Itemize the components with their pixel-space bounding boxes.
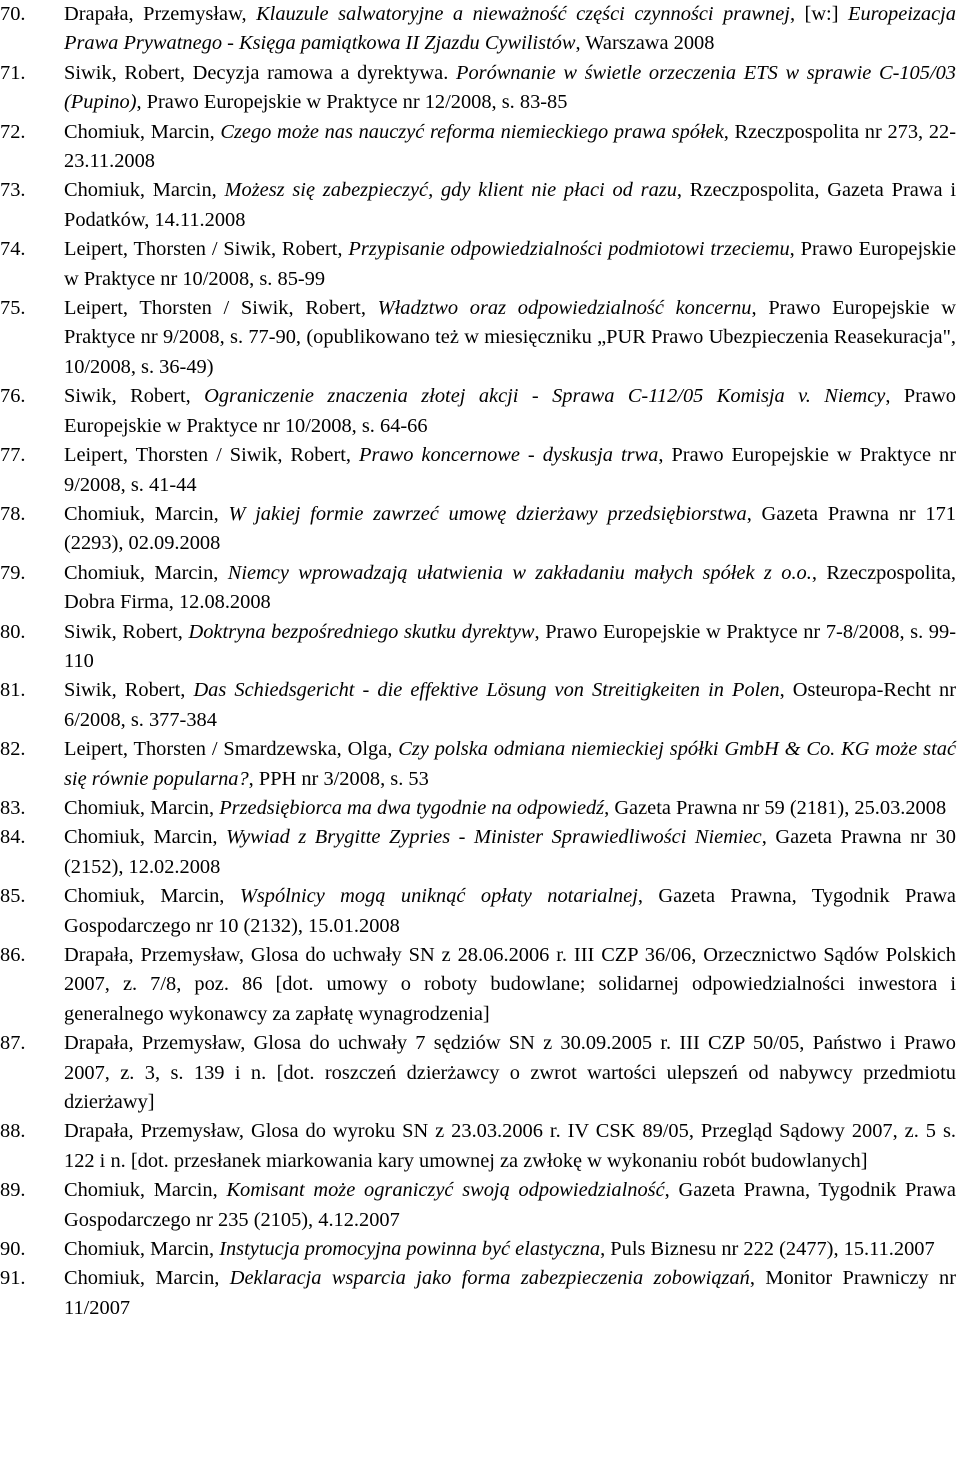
entry-text [64,1029,956,1117]
bibliography-entry [0,294,960,382]
entry-text-part: , Rzeczpospolita nr 273, 22-23.11.2008 [64,120,956,173]
entry-text-part: , Warszawa 2008 [575,32,715,55]
entry-text [64,1176,956,1235]
entry-number: 85. [0,885,26,908]
entry-title-italic: Władztwo oraz odpowiedzialność koncernu [377,297,752,320]
entry-title-italic: Instytucja promocyjna powinna być elastyczna [219,1238,601,1261]
entry-text [64,618,956,677]
entry-text-part: , Osteuropa-Recht nr 6/2008, s. 377-384 [64,679,956,731]
entry-text-part: , Prawo Europejskie w Praktyce nr 10/2008, s. 85-99 [64,238,956,290]
entry-text-part: Chomiuk, Marcin, [64,1238,220,1261]
entry-text-part: Drapała, Przemysław, Glosa do uchwały 7 sędziów SN z 30.09.2005 r. III CZP 50/05, Państwo i Prawo 2007, z. 3, s. 139 i n. [dot. roszczeń dzierżawcy o zwrot wartości ulepszeń od nabywcy przedmiotu dzierżawy] [64,1032,956,1114]
bibliography-entry [0,1235,960,1264]
bibliography-entry [0,735,960,794]
entry-text-part: Chomiuk, Marcin, [64,826,227,849]
entry-number: 71. [0,61,26,84]
entry-text-part: , PPH nr 3/2008, s. 53 [248,767,429,790]
entry-text-part: , Gazeta Prawna nr 59 (2181), 25.03.2008 [604,796,947,819]
entry-text [64,794,956,823]
bibliography-entry [0,559,960,618]
entry-number: 89. [0,1179,26,1202]
entry-text-part: , Prawo Europejskie w Praktyce nr 9/2008, s. 77-90, (opublikowano też w miesięczniku „PUR Prawo Ubezpieczenia Reasekuracja", 10/2008, s. 36-49) [64,297,956,378]
entry-number: 76. [0,385,26,408]
entry-text-part: Drapała, Przemysław, [64,3,257,25]
entry-number: 75. [0,297,26,320]
bibliography-entry [0,441,960,500]
entry-text-part: Drapała, Przemysław, Glosa do uchwały SN z 28.06.2006 r. III CZP 36/06, Orzecznictwo Sądów Polskich 2007, z. 7/8, poz. 86 [dot. umowy o roboty budowlane; solidarnej odpowiedzialności inwestora i generalnego wykonawcy za zapłatę wynagrodzenia] [64,944,956,1025]
entry-title-italic: Europeizacja Prawa Prywatnego - Księga pamiątkowa II Zjazdu Cywilistów [64,3,956,55]
entry-text [64,559,956,618]
entry-text-part: Siwik, Robert, [64,679,194,702]
bibliography-entry [0,1117,960,1176]
entry-text [64,441,956,500]
entry-number: 73. [0,179,26,202]
entry-title-italic: Prawo koncernowe - dyskusja trwa [359,444,659,467]
entry-text-part: Leipert, Thorsten / Siwik, Robert, [64,238,349,261]
entry-number: 72. [0,120,26,143]
entry-title-italic: Porównanie w świetle orzeczenia ETS w sprawie C-105/03 (Pupino) [64,61,956,114]
entry-text-part: Drapała, Przemysław, Glosa do wyroku SN z 23.03.2006 r. IV CSK 89/05, Przegląd Sądowy 2007, z. 5 s. 122 i n. [dot. przesłanek miarkowania kary umownej za zwłokę w wykonaniu robót budowlanych] [64,1120,956,1172]
entry-text-part: , Puls Biznesu nr 222 (2477), 15.11.2007 [600,1238,935,1261]
entry-text [64,59,956,118]
entry-number: 70. [0,3,26,25]
bibliography-entry [0,0,960,59]
entry-text [64,941,956,1029]
entry-title-italic: Wywiad z Brygitte Zypries - Minister Sprawiedliwości Niemiec [226,826,762,849]
entry-number: 91. [0,1267,26,1290]
entry-title-italic: Niemcy wprowadzają ułatwienia w zakładaniu małych spółek z o.o. [227,561,812,584]
entry-text [64,1264,956,1323]
entry-text-part: , Prawo Europejskie w Praktyce nr 12/2008, s. 83-85 [136,91,568,114]
entry-text [64,382,956,441]
entry-text-part: Chomiuk, Marcin, [64,796,220,819]
entry-title-italic: Przedsiębiorca ma dwa tygodnie na odpowiedź [219,796,605,819]
entry-text [64,823,956,882]
entry-number: 78. [0,502,26,525]
entry-text-part: Leipert, Thorsten / Siwik, Robert, [64,444,360,467]
entry-text-part: , Prawo Europejskie w Praktyce nr 10/2008, s. 64-66 [64,385,956,437]
entry-text-part: , Rzeczpospolita, Gazeta Prawa i Podatków, 14.11.2008 [64,179,956,231]
entry-text [64,235,956,294]
entry-text-part: , Gazeta Prawna nr 30 (2152), 12.02.2008 [64,826,957,878]
entry-number: 79. [0,561,26,584]
entry-text [64,118,956,177]
entry-title-italic: Komisant może ograniczyć swoją odpowiedzialność [226,1179,665,1202]
entry-text [64,882,956,941]
entry-text-part: Leipert, Thorsten / Siwik, Robert, [64,297,378,320]
entry-title-italic: W jakiej formie zawrzeć umowę dzierżawy przedsiębiorstwa [228,502,747,525]
entry-text-part: Chomiuk, Marcin, [64,502,229,525]
entry-text [64,176,956,235]
bibliography-entry [0,59,960,118]
entry-title-italic: Doktryna bezpośredniego skutku dyrektyw [188,620,535,643]
entry-number: 82. [0,738,26,761]
bibliography-entry [0,1029,960,1117]
entry-text-part: , Gazeta Prawna nr 171 (2293), 02.09.2008 [64,502,956,555]
entry-number: 81. [0,679,26,702]
entry-title-italic: Deklaracja wsparcia jako forma zabezpieczenia zobowiązań [229,1267,750,1290]
entry-title-italic: Czego może nas nauczyć reforma niemieckiego prawa spółek [220,120,724,143]
bibliography-entry [0,500,960,559]
bibliography-entry [0,118,960,177]
bibliography-entry [0,794,960,823]
entry-text-part: Chomiuk, Marcin, [64,561,228,584]
entry-number: 86. [0,944,26,966]
entry-number: 83. [0,796,26,819]
entry-text [64,0,956,59]
bibliography-entry [0,176,960,235]
entry-text-part: Chomiuk, Marcin, [64,1179,227,1202]
entry-text [64,500,956,559]
bibliography-entry [0,618,960,677]
entry-number: 74. [0,238,26,261]
entry-text-part: , Prawo Europejskie w Praktyce nr 9/2008, s. 41-44 [64,444,956,496]
entry-text-part: , Gazeta Prawna, Tygodnik Prawa Gospodarczego nr 235 (2105), 4.12.2007 [64,1179,956,1231]
entry-text-part: Leipert, Thorsten / Smardzewska, Olga, [64,738,399,761]
entry-title-italic: Przypisanie odpowiedzialności podmiotowi trzeciemu [348,238,790,261]
entry-text-part: , [w:] [789,3,849,25]
bibliography-entry [0,1264,960,1323]
entry-text [64,676,956,735]
entry-number: 77. [0,444,26,467]
entry-title-italic: Czy polska odmiana niemieckiej spółki GmbH & Co. KG może stać się równie popularna? [64,738,956,790]
bibliography-entry [0,823,960,882]
entry-text-part: Chomiuk, Marcin, [64,179,225,202]
entry-text-part: , Monitor Prawniczy nr 11/2007 [64,1267,956,1319]
entry-text-part: Siwik, Robert, Decyzja ramowa a dyrektywa. [64,61,456,84]
entry-title-italic: Wspólnicy mogą uniknąć opłaty notarialnej [239,885,638,908]
entry-number: 84. [0,826,26,849]
entry-text [64,1117,956,1176]
entry-text-part: Siwik, Robert, [64,620,189,643]
entry-text [64,735,956,794]
entry-title-italic: Możesz się zabezpieczyć, gdy klient nie płaci od razu [224,179,677,202]
bibliography-entry [0,1176,960,1235]
entry-title-italic: Klauzule salwatoryjne a nieważność części czynności prawnej [256,3,790,25]
entry-text-part: , Rzeczpospolita, Dobra Firma, 12.08.2008 [64,561,956,614]
entry-number: 80. [0,620,26,643]
bibliography-entry [0,941,960,1029]
bibliography-entry [0,235,960,294]
entry-text-part: Chomiuk, Marcin, [64,120,221,143]
entry-text [64,1235,956,1264]
entry-text-part: Chomiuk, Marcin, [64,885,240,908]
entry-text-part: , Gazeta Prawna, Tygodnik Prawa Gospodarczego nr 10 (2132), 15.01.2008 [64,885,956,937]
bibliography-entry [0,882,960,941]
entry-number: 88. [0,1120,26,1143]
entry-text-part: Chomiuk, Marcin, [64,1267,230,1290]
entry-title-italic: Ograniczenie znaczenia złotej akcji - Sprawa C-112/05 Komisja v. Niemcy [204,385,886,408]
entry-text [64,294,956,382]
entry-text-part: Siwik, Robert, [64,385,205,408]
entry-text-part: , Prawo Europejskie w Praktyce nr 7-8/2008, s. 99-110 [64,620,956,672]
entry-title-italic: Das Schiedsgericht - die effektive Lösung von Streitigkeiten in Polen [193,679,780,702]
bibliography-entry [0,382,960,441]
entry-number: 90. [0,1238,26,1261]
bibliography-entry [0,676,960,735]
entry-number: 87. [0,1032,26,1055]
